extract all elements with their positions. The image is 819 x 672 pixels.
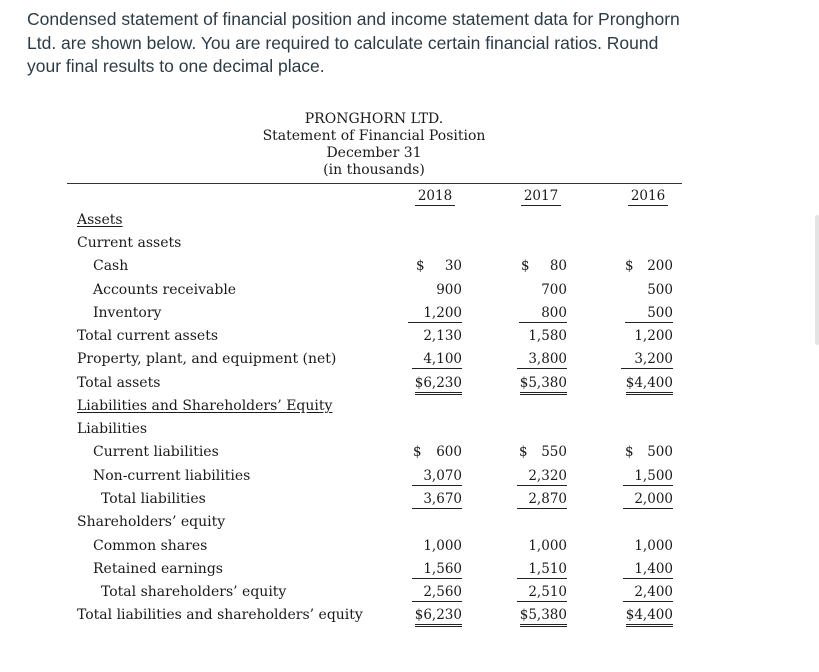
value-cell: 1,580 [528, 328, 567, 344]
value-cell: 1,000 [634, 538, 673, 554]
currency-sign: $ [413, 444, 422, 460]
header-rule [67, 183, 682, 184]
value-cell: $6,230 [415, 606, 462, 627]
value-cell: 1,510 [517, 560, 567, 579]
value-cell: 1,000 [528, 538, 567, 554]
currency-sign: $ [416, 258, 425, 274]
value-cell: $5,380 [520, 606, 567, 627]
value-cell: 1,500 [623, 467, 673, 486]
scrollbar[interactable] [815, 215, 819, 345]
label-non-current-liabilities: Non-current liabilities [93, 468, 251, 484]
value-cell: 3,670 [412, 490, 462, 509]
value-cell: 2,000 [623, 490, 673, 509]
value-cell: 2,400 [623, 583, 673, 602]
value-cell: 800 [519, 304, 567, 323]
currency-sign: $ [625, 258, 634, 274]
value-cell: 30 [444, 258, 462, 274]
value-cell: 500 [647, 282, 673, 298]
value-cell: 1,400 [623, 560, 673, 579]
value-cell: 2,320 [517, 467, 567, 486]
value-cell: 4,100 [412, 350, 462, 369]
value-cell: 2,510 [517, 583, 567, 602]
label-total-assets: Total assets [77, 375, 161, 391]
label-total-liabilities-and-equity: Total liabilities and shareholders’ equity [77, 607, 363, 623]
label-total-liabilities: Total liabilities [101, 491, 206, 507]
value-cell: 1,200 [408, 304, 462, 323]
label-shareholders-equity: Shareholders’ equity [77, 514, 226, 530]
label-common-shares: Common shares [93, 538, 208, 554]
label-liabilities-equity: Liabilities and Shareholders’ Equity [77, 398, 333, 414]
value-cell: 2,560 [412, 583, 462, 602]
company-name: PRONGHORN LTD. [304, 111, 444, 127]
currency-sign: $ [521, 258, 530, 274]
value-cell: 1,000 [423, 538, 462, 554]
label-cash: Cash [93, 258, 129, 274]
value-cell: 3,800 [517, 350, 567, 369]
year-2017: 2017 [511, 188, 571, 204]
value-cell: 200 [647, 258, 673, 274]
label-current-assets: Current assets [77, 235, 182, 251]
statement-units: (in thousands) [323, 162, 425, 178]
value-cell: 500 [625, 304, 673, 323]
label-ppe: Property, plant, and equipment (net) [77, 351, 337, 367]
label-total-shareholders-equity: Total shareholders’ equity [101, 584, 287, 600]
year-2018: 2018 [405, 188, 465, 204]
label-total-current-assets: Total current assets [77, 328, 219, 344]
value-cell: 3,070 [412, 467, 462, 486]
label-liabilities: Liabilities [77, 421, 148, 437]
label-accounts-receivable: Accounts receivable [93, 282, 237, 298]
value-cell: 700 [541, 282, 567, 298]
value-cell: 3,200 [621, 350, 673, 369]
label-retained-earnings: Retained earnings [93, 561, 223, 577]
label-current-liabilities: Current liabilities [93, 444, 219, 460]
question-intro [27, 8, 787, 79]
year-2016: 2016 [618, 188, 678, 204]
value-cell: 550 [541, 444, 567, 460]
value-cell: $4,400 [626, 374, 673, 395]
intro-line-3: your final results to one decimal place. [27, 56, 325, 76]
intro-line-1: Condensed statement of financial position and income statement data for Pronghorn [27, 9, 680, 29]
value-cell: 900 [436, 282, 462, 298]
label-inventory: Inventory [93, 305, 162, 321]
value-cell: 1,200 [634, 328, 673, 344]
value-cell: $5,380 [520, 374, 567, 395]
value-cell: $6,230 [415, 374, 462, 395]
value-cell: $4,400 [626, 606, 673, 627]
currency-sign: $ [625, 444, 634, 460]
value-cell: 2,870 [517, 490, 567, 509]
value-cell: 500 [647, 444, 673, 460]
currency-sign: $ [519, 444, 528, 460]
statement-title: Statement of Financial Position [262, 128, 486, 144]
value-cell: 1,560 [412, 560, 462, 579]
intro-line-2: Ltd. are shown below. You are required to calculate certain financial ratios. Round [27, 32, 659, 53]
value-cell: 2,130 [423, 328, 462, 344]
statement-date: December 31 [326, 145, 422, 161]
value-cell: 600 [436, 444, 462, 460]
value-cell: 80 [549, 258, 567, 274]
label-assets: Assets [77, 212, 123, 228]
